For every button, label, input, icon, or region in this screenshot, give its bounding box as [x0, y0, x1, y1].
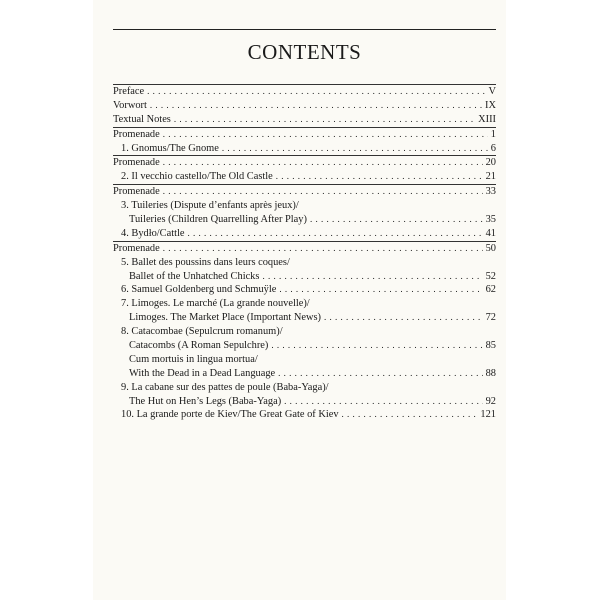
toc-entry-with-the-dead — [113, 367, 496, 381]
toc-page-number: 52 — [485, 270, 496, 282]
toc-entry-ballet-fr — [113, 256, 496, 270]
toc-page-number: 35 — [485, 214, 496, 226]
toc-entry-textual-notes — [113, 113, 496, 127]
toc-entry-label: Limoges. The Market Place (Important News) — [129, 312, 321, 324]
toc-entry-preface — [113, 84, 496, 99]
toc-entry-label: 1. Gnomus/The Gnome — [121, 142, 219, 154]
toc-entry-ballet-en — [113, 270, 496, 284]
dot-leader — [147, 85, 485, 99]
toc-entry-label: 9. La cabane sur des pattes de poule (Baba-Yaga)/ — [121, 381, 329, 393]
toc-entry-label: Cum mortuis in lingua mortua/ — [129, 353, 258, 365]
dot-leader — [271, 339, 482, 353]
toc-entry-label: Catacombs (A Roman Sepulchre) — [129, 340, 269, 352]
toc-page-number: 88 — [485, 367, 496, 379]
toc-entry-label: 2. Il vecchio castello/The Old Castle — [121, 171, 273, 183]
toc-entry-limoges-fr — [113, 297, 496, 311]
toc-entry-limoges-en — [113, 311, 496, 325]
dot-leader — [324, 311, 483, 325]
toc-page-number: 92 — [485, 395, 496, 407]
toc-entry-label: 3. Tuileries (Dispute d’enfants après jeux)/ — [121, 200, 299, 212]
toc-page-number: XIII — [478, 113, 496, 125]
dot-leader — [284, 395, 482, 409]
toc-entry-promenade-4 — [113, 241, 496, 256]
toc-page-number: IX — [485, 99, 496, 111]
toc-page-number: 50 — [485, 242, 496, 254]
toc-page-number: 21 — [485, 171, 496, 183]
toc-entry-label: Textual Notes — [113, 113, 171, 125]
toc-entry-label: With the Dead in a Dead Language — [129, 367, 276, 379]
dot-leader — [163, 128, 488, 142]
toc-entry-label: 8. Catacombae (Sepulcrum romanum)/ — [121, 326, 283, 338]
toc-page-number: 85 — [485, 340, 496, 352]
toc-page-number: 72 — [485, 312, 496, 324]
toc-entry-label: Promenade — [113, 242, 160, 254]
toc-entry-promenade-1 — [113, 127, 496, 142]
toc-page-number: 20 — [485, 157, 496, 169]
top-rule — [113, 29, 496, 30]
toc-entry-goldenberg — [113, 283, 496, 297]
toc-entry-bydlo — [113, 227, 496, 241]
toc-entry-label: 10. La grande porte de Kiev/The Great Gate of Kiev — [121, 409, 339, 421]
dot-leader — [342, 408, 478, 422]
dot-leader — [163, 156, 483, 170]
toc-entry-catacombs — [113, 339, 496, 353]
toc-entry-promenade-2 — [113, 155, 496, 170]
toc-page-number: 33 — [485, 186, 496, 198]
toc-entry-vorwort — [113, 99, 496, 113]
toc-entry-label: 6. Samuel Goldenberg und Schmuÿle — [121, 284, 277, 296]
toc-entry-tuileries-fr — [113, 199, 496, 213]
dot-leader — [278, 367, 482, 381]
toc-page-number: 6 — [490, 142, 496, 154]
toc-entry-promenade-3 — [113, 184, 496, 199]
toc-entry-label: The Hut on Hen’s Legs (Baba-Yaga) — [129, 395, 282, 407]
toc-entry-tuileries-en — [113, 213, 496, 227]
toc-entry-hut — [113, 395, 496, 409]
dot-leader — [222, 142, 488, 156]
toc-entry-label: Preface — [113, 86, 145, 97]
toc-page-number: V — [488, 86, 496, 97]
dot-leader — [188, 227, 483, 241]
toc-entry-label: Tuileries (Children Quarrelling After Play) — [129, 214, 307, 226]
toc-entry-old-castle — [113, 170, 496, 184]
toc-entry-label: Promenade — [113, 128, 160, 140]
toc-entry-cum-mortuis — [113, 353, 496, 367]
toc-page-number: 62 — [485, 284, 496, 296]
dot-leader — [150, 99, 482, 113]
dot-leader — [276, 170, 483, 184]
toc-entry-great-gate — [113, 408, 496, 422]
toc-page-number: 41 — [485, 227, 496, 239]
toc-entry-label: 4. Bydło/Cattle — [121, 227, 185, 239]
toc-entry-cabane — [113, 381, 496, 395]
table-of-contents — [113, 84, 496, 422]
dot-leader — [174, 113, 475, 127]
book-page — [93, 0, 506, 600]
toc-entry-catacombae — [113, 325, 496, 339]
page-title: CONTENTS — [247, 40, 362, 64]
toc-entry-gnomus — [113, 142, 496, 156]
toc-entry-label: 5. Ballet des poussins dans leurs coques/ — [121, 256, 290, 268]
toc-entry-label: Promenade — [113, 157, 160, 169]
toc-page-number: 121 — [480, 409, 496, 421]
toc-entry-label: 7. Limoges. Le marché (La grande nouvelle)/ — [121, 298, 310, 310]
dot-leader — [163, 185, 483, 199]
dot-leader — [279, 283, 482, 297]
dot-leader — [310, 213, 483, 227]
dot-leader — [262, 270, 482, 284]
dot-leader — [163, 242, 483, 256]
toc-page-number: 1 — [490, 128, 496, 140]
toc-entry-label: Ballet of the Unhatched Chicks — [129, 270, 260, 282]
toc-entry-label: Vorwort — [113, 99, 147, 111]
toc-entry-label: Promenade — [113, 186, 160, 198]
